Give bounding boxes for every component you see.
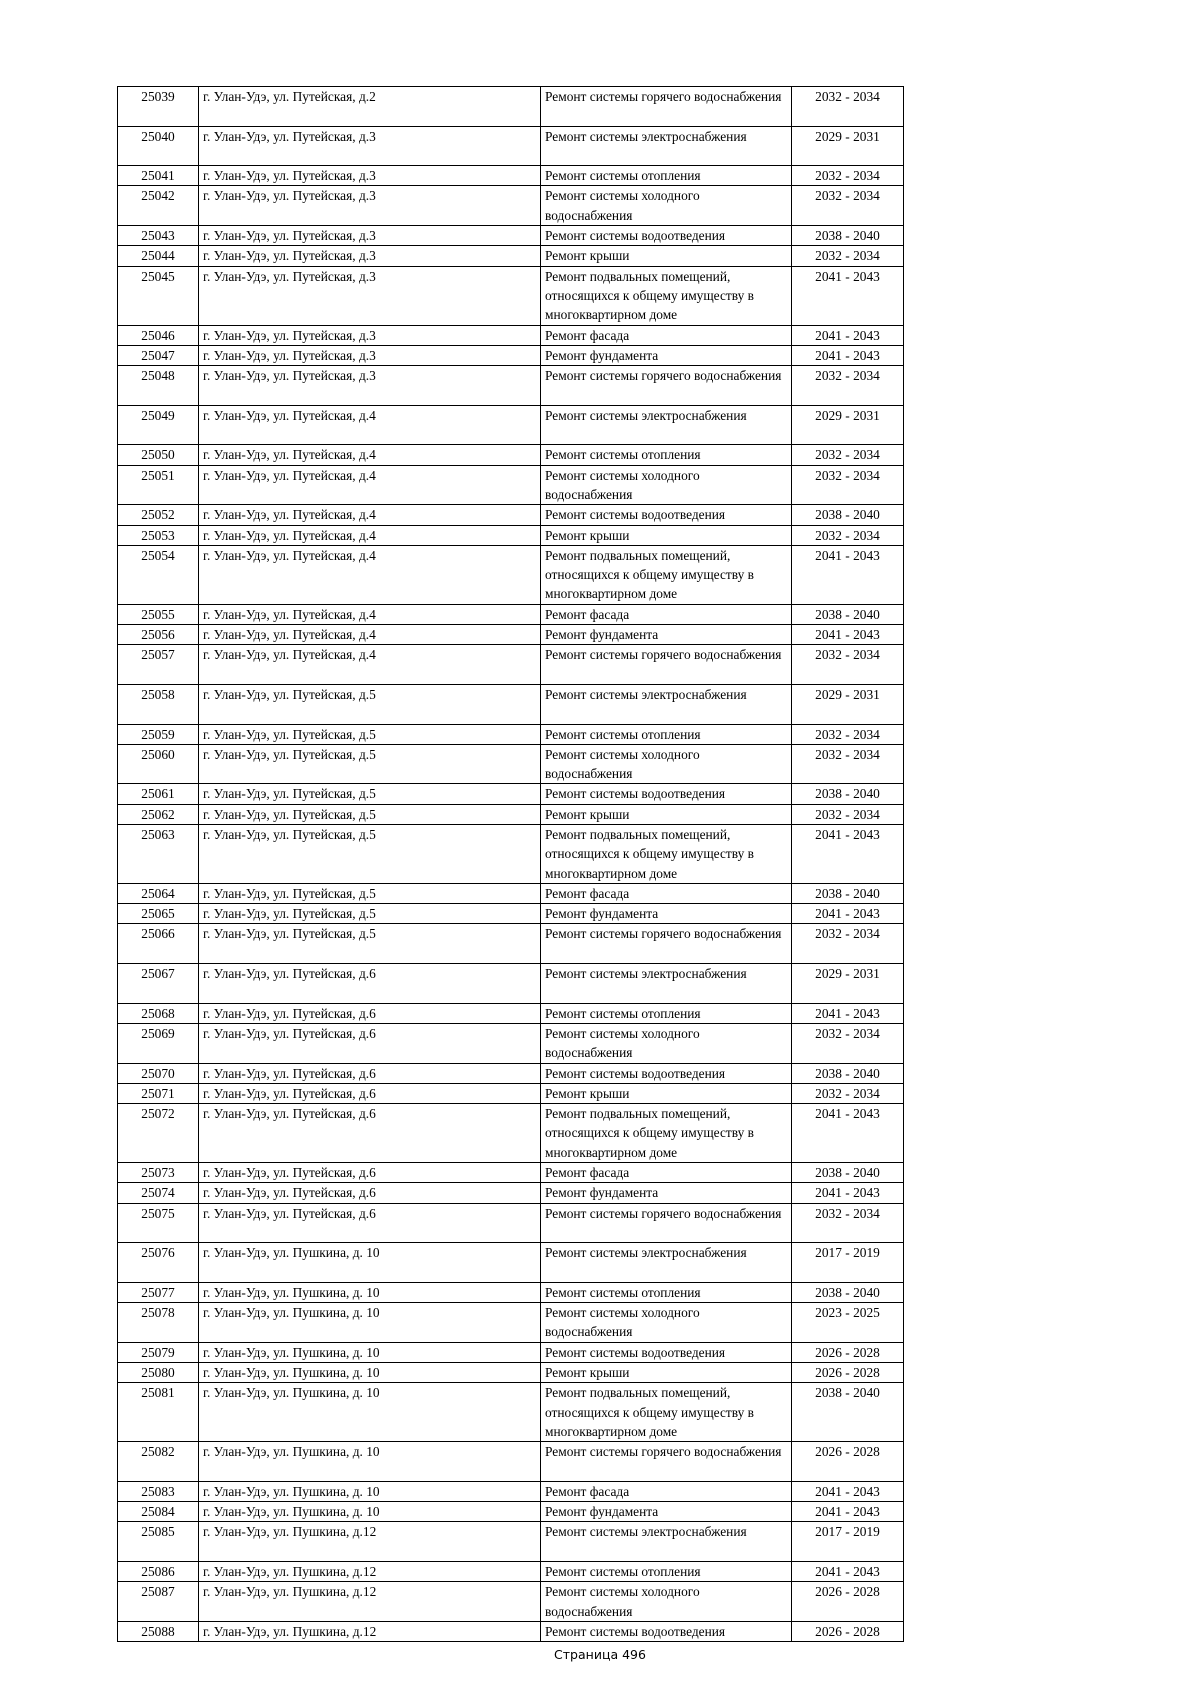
table-row [118, 645, 904, 685]
cell-address: г. Улан-Удэ, ул. Путейская, д.4 [199, 645, 541, 685]
table-row [118, 345, 904, 365]
page-footer [0, 1647, 1200, 1662]
cell-period: 2038 - 2040 [792, 1163, 904, 1183]
cell-period: 2032 - 2034 [792, 744, 904, 784]
cell-period: 2032 - 2034 [792, 445, 904, 465]
table-row [118, 1003, 904, 1023]
cell-work-type: Ремонт фасада [541, 1481, 792, 1501]
cell-address: г. Улан-Удэ, ул. Путейская, д.4 [199, 445, 541, 465]
cell-address: г. Улан-Удэ, ул. Пушкина, д. 10 [199, 1363, 541, 1383]
cell-address: г. Улан-Удэ, ул. Путейская, д.3 [199, 246, 541, 266]
table-row [118, 226, 904, 246]
cell-number: 25085 [118, 1522, 199, 1562]
cell-number: 25054 [118, 545, 199, 604]
cell-address: г. Улан-Удэ, ул. Путейская, д.6 [199, 1163, 541, 1183]
cell-work-type: Ремонт крыши [541, 1083, 792, 1103]
cell-address: г. Улан-Удэ, ул. Пушкина, д. 10 [199, 1442, 541, 1482]
cell-work-type: Ремонт системы отопления [541, 1003, 792, 1023]
table-row [118, 1383, 904, 1442]
table-row [118, 325, 904, 345]
cell-address: г. Улан-Удэ, ул. Путейская, д.3 [199, 345, 541, 365]
cell-work-type: Ремонт системы горячего водоснабжения [541, 924, 792, 964]
cell-address: г. Улан-Удэ, ул. Путейская, д.5 [199, 904, 541, 924]
table-row [118, 824, 904, 883]
cell-address: г. Улан-Удэ, ул. Пушкина, д.12 [199, 1522, 541, 1562]
cell-address: г. Улан-Удэ, ул. Путейская, д.6 [199, 1003, 541, 1023]
cell-number: 25045 [118, 266, 199, 325]
cell-work-type: Ремонт подвальных помещений, относящихся к общему имуществу в многоквартирном доме [541, 824, 792, 883]
cell-work-type: Ремонт фасада [541, 325, 792, 345]
cell-number: 25040 [118, 126, 199, 166]
cell-work-type: Ремонт фундамента [541, 1183, 792, 1203]
cell-address: г. Улан-Удэ, ул. Пушкина, д.12 [199, 1621, 541, 1641]
cell-work-type: Ремонт системы холодного водоснабжения [541, 1023, 792, 1063]
cell-number: 25069 [118, 1023, 199, 1063]
table-row [118, 1342, 904, 1362]
cell-work-type: Ремонт фундамента [541, 904, 792, 924]
cell-work-type: Ремонт подвальных помещений, относящихся к общему имуществу в многоквартирном доме [541, 1104, 792, 1163]
cell-address: г. Улан-Удэ, ул. Путейская, д.5 [199, 744, 541, 784]
table-row [118, 1303, 904, 1343]
cell-address: г. Улан-Удэ, ул. Путейская, д.4 [199, 525, 541, 545]
cell-number: 25057 [118, 645, 199, 685]
cell-work-type: Ремонт системы горячего водоснабжения [541, 1203, 792, 1243]
cell-period: 2026 - 2028 [792, 1442, 904, 1482]
table-row [118, 1282, 904, 1302]
cell-address: г. Улан-Удэ, ул. Путейская, д.2 [199, 87, 541, 127]
table-row [118, 1063, 904, 1083]
cell-address: г. Улан-Удэ, ул. Пушкина, д. 10 [199, 1481, 541, 1501]
cell-work-type: Ремонт системы водоотведения [541, 1621, 792, 1641]
cell-address: г. Улан-Удэ, ул. Путейская, д.5 [199, 804, 541, 824]
cell-number: 25074 [118, 1183, 199, 1203]
cell-work-type: Ремонт системы отопления [541, 166, 792, 186]
cell-address: г. Улан-Удэ, ул. Путейская, д.5 [199, 924, 541, 964]
cell-period: 2029 - 2031 [792, 126, 904, 166]
cell-period: 2038 - 2040 [792, 604, 904, 624]
cell-period: 2038 - 2040 [792, 505, 904, 525]
cell-period: 2041 - 2043 [792, 1481, 904, 1501]
cell-number: 25067 [118, 964, 199, 1004]
cell-work-type: Ремонт подвальных помещений, относящихся к общему имуществу в многоквартирном доме [541, 545, 792, 604]
cell-number: 25073 [118, 1163, 199, 1183]
cell-work-type: Ремонт фундамента [541, 625, 792, 645]
cell-work-type: Ремонт фасада [541, 1163, 792, 1183]
cell-work-type: Ремонт системы водоотведения [541, 505, 792, 525]
cell-period: 2041 - 2043 [792, 345, 904, 365]
cell-address: г. Улан-Удэ, ул. Путейская, д.4 [199, 545, 541, 604]
cell-period: 2017 - 2019 [792, 1522, 904, 1562]
cell-address: г. Улан-Удэ, ул. Пушкина, д.12 [199, 1561, 541, 1581]
table-row [118, 804, 904, 824]
cell-period: 2041 - 2043 [792, 904, 904, 924]
cell-number: 25075 [118, 1203, 199, 1243]
cell-address: г. Улан-Удэ, ул. Путейская, д.3 [199, 186, 541, 226]
cell-address: г. Улан-Удэ, ул. Пушкина, д. 10 [199, 1243, 541, 1283]
cell-address: г. Улан-Удэ, ул. Путейская, д.4 [199, 505, 541, 525]
cell-period: 2032 - 2034 [792, 1203, 904, 1243]
cell-number: 25081 [118, 1383, 199, 1442]
cell-number: 25066 [118, 924, 199, 964]
cell-work-type: Ремонт системы водоотведения [541, 784, 792, 804]
cell-work-type: Ремонт системы горячего водоснабжения [541, 366, 792, 406]
cell-number: 25043 [118, 226, 199, 246]
table-row [118, 924, 904, 964]
cell-period: 2041 - 2043 [792, 325, 904, 345]
table-row [118, 1243, 904, 1283]
table-row [118, 405, 904, 445]
table-row [118, 1442, 904, 1482]
cell-address: г. Улан-Удэ, ул. Путейская, д.3 [199, 266, 541, 325]
cell-number: 25055 [118, 604, 199, 624]
cell-work-type: Ремонт системы отопления [541, 445, 792, 465]
cell-number: 25041 [118, 166, 199, 186]
cell-period: 2032 - 2034 [792, 246, 904, 266]
cell-address: г. Улан-Удэ, ул. Путейская, д.4 [199, 625, 541, 645]
page-number-label: Страница 496 [554, 1647, 646, 1662]
cell-number: 25059 [118, 724, 199, 744]
cell-number: 25048 [118, 366, 199, 406]
table-row [118, 1163, 904, 1183]
cell-number: 25039 [118, 87, 199, 127]
cell-period: 2041 - 2043 [792, 266, 904, 325]
cell-work-type: Ремонт системы горячего водоснабжения [541, 1442, 792, 1482]
cell-address: г. Улан-Удэ, ул. Путейская, д.6 [199, 1063, 541, 1083]
cell-period: 2038 - 2040 [792, 1063, 904, 1083]
cell-work-type: Ремонт подвальных помещений, относящихся к общему имуществу в многоквартирном доме [541, 1383, 792, 1442]
cell-period: 2026 - 2028 [792, 1363, 904, 1383]
cell-number: 25082 [118, 1442, 199, 1482]
cell-address: г. Улан-Удэ, ул. Путейская, д.6 [199, 1183, 541, 1203]
cell-work-type: Ремонт системы горячего водоснабжения [541, 645, 792, 685]
cell-work-type: Ремонт фундамента [541, 345, 792, 365]
cell-period: 2032 - 2034 [792, 1083, 904, 1103]
table-row [118, 1502, 904, 1522]
table-row [118, 784, 904, 804]
cell-number: 25083 [118, 1481, 199, 1501]
cell-number: 25044 [118, 246, 199, 266]
cell-work-type: Ремонт системы отопления [541, 1282, 792, 1302]
cell-number: 25053 [118, 525, 199, 545]
cell-work-type: Ремонт системы электроснабжения [541, 405, 792, 445]
cell-number: 25064 [118, 883, 199, 903]
cell-period: 2041 - 2043 [792, 1502, 904, 1522]
cell-address: г. Улан-Удэ, ул. Путейская, д.6 [199, 1083, 541, 1103]
cell-number: 25076 [118, 1243, 199, 1283]
cell-number: 25084 [118, 1502, 199, 1522]
cell-period: 2041 - 2043 [792, 625, 904, 645]
cell-work-type: Ремонт системы холодного водоснабжения [541, 1582, 792, 1622]
cell-period: 2032 - 2034 [792, 645, 904, 685]
cell-number: 25077 [118, 1282, 199, 1302]
table-row [118, 126, 904, 166]
table-row [118, 1481, 904, 1501]
cell-work-type: Ремонт системы горячего водоснабжения [541, 87, 792, 127]
table-row [118, 883, 904, 903]
cell-period: 2026 - 2028 [792, 1621, 904, 1641]
cell-period: 2026 - 2028 [792, 1342, 904, 1362]
cell-work-type: Ремонт подвальных помещений, относящихся к общему имуществу в многоквартирном доме [541, 266, 792, 325]
cell-number: 25050 [118, 445, 199, 465]
cell-number: 25047 [118, 345, 199, 365]
table-row [118, 1561, 904, 1581]
cell-period: 2041 - 2043 [792, 1561, 904, 1581]
cell-address: г. Улан-Удэ, ул. Путейская, д.5 [199, 883, 541, 903]
cell-number: 25058 [118, 684, 199, 724]
cell-number: 25046 [118, 325, 199, 345]
cell-work-type: Ремонт системы водоотведения [541, 1063, 792, 1083]
cell-number: 25056 [118, 625, 199, 645]
table-row [118, 465, 904, 505]
cell-period: 2017 - 2019 [792, 1243, 904, 1283]
table-row [118, 1582, 904, 1622]
table-row [118, 166, 904, 186]
cell-period: 2032 - 2034 [792, 465, 904, 505]
cell-period: 2038 - 2040 [792, 784, 904, 804]
cell-work-type: Ремонт системы электроснабжения [541, 684, 792, 724]
cell-work-type: Ремонт фасада [541, 883, 792, 903]
cell-address: г. Улан-Удэ, ул. Путейская, д.6 [199, 1023, 541, 1063]
cell-work-type: Ремонт фундамента [541, 1502, 792, 1522]
table-row [118, 904, 904, 924]
table-row [118, 1104, 904, 1163]
cell-period: 2038 - 2040 [792, 1282, 904, 1302]
cell-address: г. Улан-Удэ, ул. Путейская, д.4 [199, 604, 541, 624]
cell-number: 25051 [118, 465, 199, 505]
table-row [118, 724, 904, 744]
cell-period: 2032 - 2034 [792, 87, 904, 127]
table-row [118, 186, 904, 226]
repair-schedule-table [117, 86, 904, 1642]
cell-period: 2041 - 2043 [792, 545, 904, 604]
cell-address: г. Улан-Удэ, ул. Путейская, д.3 [199, 325, 541, 345]
table-body [118, 87, 904, 1642]
cell-work-type: Ремонт системы холодного водоснабжения [541, 744, 792, 784]
cell-period: 2041 - 2043 [792, 1104, 904, 1163]
cell-work-type: Ремонт системы холодного водоснабжения [541, 186, 792, 226]
cell-address: г. Улан-Удэ, ул. Путейская, д.3 [199, 366, 541, 406]
cell-work-type: Ремонт системы холодного водоснабжения [541, 1303, 792, 1343]
table-row [118, 1023, 904, 1063]
cell-address: г. Улан-Удэ, ул. Путейская, д.6 [199, 1104, 541, 1163]
table-row [118, 246, 904, 266]
cell-number: 25065 [118, 904, 199, 924]
table-row [118, 964, 904, 1004]
cell-number: 25042 [118, 186, 199, 226]
table-row [118, 684, 904, 724]
cell-period: 2041 - 2043 [792, 824, 904, 883]
cell-work-type: Ремонт системы водоотведения [541, 1342, 792, 1362]
cell-period: 2032 - 2034 [792, 724, 904, 744]
cell-number: 25070 [118, 1063, 199, 1083]
table-row [118, 266, 904, 325]
cell-number: 25072 [118, 1104, 199, 1163]
cell-number: 25049 [118, 405, 199, 445]
table-row [118, 1083, 904, 1103]
cell-address: г. Улан-Удэ, ул. Путейская, д.5 [199, 724, 541, 744]
cell-work-type: Ремонт фасада [541, 604, 792, 624]
table-row [118, 366, 904, 406]
cell-period: 2029 - 2031 [792, 405, 904, 445]
cell-number: 25060 [118, 744, 199, 784]
cell-address: г. Улан-Удэ, ул. Путейская, д.6 [199, 1203, 541, 1243]
cell-address: г. Улан-Удэ, ул. Путейская, д.3 [199, 126, 541, 166]
cell-work-type: Ремонт системы холодного водоснабжения [541, 465, 792, 505]
cell-number: 25087 [118, 1582, 199, 1622]
cell-address: г. Улан-Удэ, ул. Путейская, д.3 [199, 166, 541, 186]
cell-work-type: Ремонт системы электроснабжения [541, 964, 792, 1004]
cell-number: 25078 [118, 1303, 199, 1343]
cell-number: 25061 [118, 784, 199, 804]
cell-address: г. Улан-Удэ, ул. Путейская, д.5 [199, 824, 541, 883]
cell-work-type: Ремонт системы электроснабжения [541, 1522, 792, 1562]
cell-number: 25079 [118, 1342, 199, 1362]
cell-number: 25068 [118, 1003, 199, 1023]
cell-period: 2032 - 2034 [792, 166, 904, 186]
cell-period: 2032 - 2034 [792, 1023, 904, 1063]
table-row [118, 1522, 904, 1562]
cell-period: 2032 - 2034 [792, 366, 904, 406]
cell-period: 2038 - 2040 [792, 883, 904, 903]
cell-address: г. Улан-Удэ, ул. Пушкина, д. 10 [199, 1303, 541, 1343]
cell-address: г. Улан-Удэ, ул. Путейская, д.6 [199, 964, 541, 1004]
cell-address: г. Улан-Удэ, ул. Путейская, д.5 [199, 684, 541, 724]
cell-address: г. Улан-Удэ, ул. Пушкина, д.12 [199, 1582, 541, 1622]
cell-address: г. Улан-Удэ, ул. Путейская, д.5 [199, 784, 541, 804]
cell-work-type: Ремонт крыши [541, 525, 792, 545]
table-row [118, 1183, 904, 1203]
table-row [118, 744, 904, 784]
cell-period: 2029 - 2031 [792, 684, 904, 724]
table-row [118, 87, 904, 127]
cell-work-type: Ремонт системы отопления [541, 1561, 792, 1581]
cell-address: г. Улан-Удэ, ул. Пушкина, д. 10 [199, 1282, 541, 1302]
cell-address: г. Улан-Удэ, ул. Пушкина, д. 10 [199, 1383, 541, 1442]
cell-address: г. Улан-Удэ, ул. Путейская, д.4 [199, 405, 541, 445]
cell-period: 2032 - 2034 [792, 186, 904, 226]
cell-work-type: Ремонт системы электроснабжения [541, 1243, 792, 1283]
table-row [118, 525, 904, 545]
cell-number: 25063 [118, 824, 199, 883]
cell-number: 25088 [118, 1621, 199, 1641]
cell-period: 2032 - 2034 [792, 525, 904, 545]
table-row [118, 1203, 904, 1243]
cell-work-type: Ремонт системы электроснабжения [541, 126, 792, 166]
cell-period: 2032 - 2034 [792, 924, 904, 964]
cell-period: 2038 - 2040 [792, 1383, 904, 1442]
cell-number: 25052 [118, 505, 199, 525]
cell-period: 2038 - 2040 [792, 226, 904, 246]
cell-work-type: Ремонт крыши [541, 246, 792, 266]
cell-period: 2032 - 2034 [792, 804, 904, 824]
table-row [118, 1621, 904, 1641]
table-row [118, 604, 904, 624]
cell-work-type: Ремонт системы водоотведения [541, 226, 792, 246]
table-row [118, 445, 904, 465]
table-row [118, 545, 904, 604]
table-row [118, 625, 904, 645]
table-row [118, 505, 904, 525]
cell-number: 25071 [118, 1083, 199, 1103]
cell-work-type: Ремонт системы отопления [541, 724, 792, 744]
cell-number: 25062 [118, 804, 199, 824]
cell-period: 2041 - 2043 [792, 1003, 904, 1023]
cell-period: 2029 - 2031 [792, 964, 904, 1004]
cell-work-type: Ремонт крыши [541, 804, 792, 824]
cell-address: г. Улан-Удэ, ул. Путейская, д.3 [199, 226, 541, 246]
cell-address: г. Улан-Удэ, ул. Путейская, д.4 [199, 465, 541, 505]
cell-period: 2026 - 2028 [792, 1582, 904, 1622]
cell-address: г. Улан-Удэ, ул. Пушкина, д. 10 [199, 1342, 541, 1362]
cell-number: 25086 [118, 1561, 199, 1581]
cell-period: 2023 - 2025 [792, 1303, 904, 1343]
table-row [118, 1363, 904, 1383]
cell-address: г. Улан-Удэ, ул. Пушкина, д. 10 [199, 1502, 541, 1522]
cell-period: 2041 - 2043 [792, 1183, 904, 1203]
cell-number: 25080 [118, 1363, 199, 1383]
cell-work-type: Ремонт крыши [541, 1363, 792, 1383]
